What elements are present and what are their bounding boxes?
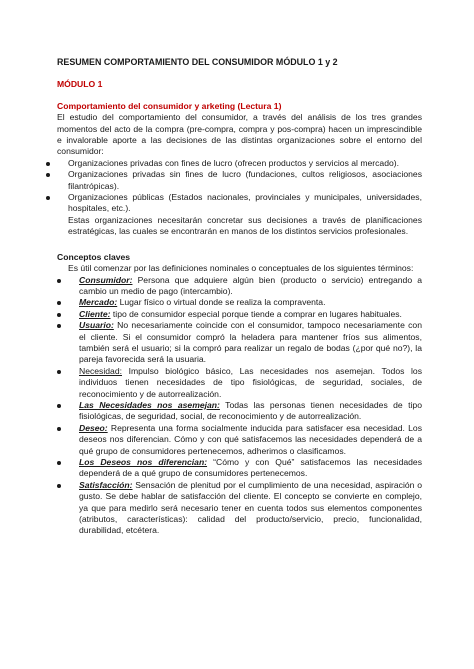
list-item bbox=[68, 320, 422, 366]
document-title: RESUMEN COMPORTAMIENTO DEL CONSUMIDOR MÓDULO 1 y 2 bbox=[57, 57, 338, 67]
bullet-icon bbox=[57, 484, 61, 488]
list-item bbox=[68, 275, 422, 298]
list-item bbox=[68, 297, 422, 308]
bullet-icon bbox=[46, 196, 50, 200]
bullet-icon bbox=[46, 162, 50, 166]
list-item bbox=[68, 480, 422, 537]
concept-term: Deseo: bbox=[79, 422, 108, 433]
concept-term: Consumidor: bbox=[79, 274, 133, 285]
bullet-icon bbox=[57, 313, 61, 317]
bullet-icon bbox=[57, 427, 61, 431]
bullet-icon bbox=[57, 324, 61, 328]
concept-definition: Todas las personas tienen necesidades de tipo fisiológicas, de seguridad, social, de reconocimiento y de autorrealización. bbox=[79, 399, 422, 422]
list-item: Organizaciones públicas (Estados nacionales, provinciales y municipales, universidades, hospitales, etc.). bbox=[57, 192, 422, 215]
concept-term: Usuario: bbox=[79, 320, 114, 331]
concept-definition: Persona que adquiere algún bien (producto o servicio) entregando a cambio un medio de pago (intercambio). bbox=[79, 274, 422, 296]
concepts-list bbox=[68, 275, 422, 537]
concept-term: Mercado: bbox=[79, 297, 118, 308]
bullet-icon bbox=[57, 404, 61, 408]
list-item bbox=[68, 423, 422, 457]
list-item bbox=[68, 457, 422, 480]
module-heading: MÓDULO 1 bbox=[57, 79, 103, 90]
concept-definition: Representa una forma socialmente inducida para satisfacer esa necesidad. Los deseos nos diferencian. Cómo y con qué satisfacemos las necesidades dependerá de a qué grupo de consumidores pertenecemos, adherimos o clasificamos. bbox=[79, 422, 422, 456]
list-item: Organizaciones privadas sin fines de lucro (fundaciones, cultos religiosos, asociaciones filantrópicas). bbox=[57, 169, 422, 192]
concept-definition: No necesariamente coincide con el consumidor, tampoco necesariamente con el cliente. Si el consumidor compró la heladera para mantener fríos sus alimentos, también será el usuario; si la compró para realizar un regalo de bodas (¿por qué no?), la pareja favorecida será la usuaria. bbox=[79, 320, 422, 365]
concept-definition: “Cómo y con Qué” satisfacemos las necesidades dependerá de a qué grupo de consumidores pertenecemos. bbox=[79, 457, 422, 479]
intro-paragraph: El estudio del comportamiento del consumidor, a través del análisis de los tres grandes momentos del acto de la compra (pre-compra, compra y pos-compra) hacen un imprescindible e invalorable aporte a las decisiones de las distintas organizaciones sobre el entorno del consumidor: bbox=[57, 112, 422, 157]
concept-term: Cliente: bbox=[79, 308, 111, 319]
list-item bbox=[68, 366, 422, 400]
concepts-heading: Conceptos claves bbox=[57, 251, 131, 262]
concept-term: Las Necesidades nos asemejan: bbox=[79, 399, 220, 410]
concepts-intro: Es útil comenzar por las definiciones nominales o conceptuales de los siguientes términos: bbox=[68, 263, 414, 274]
organizations-list bbox=[57, 158, 422, 215]
bullet-icon bbox=[57, 370, 61, 374]
list-item bbox=[68, 309, 422, 320]
concept-term: Satisfacción: bbox=[79, 479, 133, 490]
concept-definition: Impulso biológico básico, Las necesidades nos asemejan. Todos los individuos tienen necesidades de tipo fisiológicas, de seguridad, sociales, de reconocimiento y de autorrealización. bbox=[79, 365, 422, 399]
bullet-icon bbox=[57, 301, 61, 305]
concept-definition: tipo de consumidor especial porque tiende a comprar en lugares habituales. bbox=[110, 308, 402, 319]
organizations-closing: Estas organizaciones necesitarán concretar sus decisiones a través de planificaciones estratégicas, las cuales se encontrarán en manos de los distintos servicios profesionales. bbox=[68, 214, 422, 237]
list-item bbox=[68, 400, 422, 423]
bullet-icon bbox=[57, 279, 61, 283]
list-item: Organizaciones privadas con fines de lucro (ofrecen productos y servicios al mercado). bbox=[57, 158, 422, 169]
concept-term: Necesidad: bbox=[79, 365, 122, 376]
lecture-heading: Comportamiento del consumidor y arketing (Lectura 1) bbox=[57, 100, 282, 111]
bullet-icon bbox=[46, 173, 50, 177]
concept-definition: Sensación de plenitud por el cumplimiento de una necesidad, aspiración o gusto. Se debe hablar de satisfacción del cliente. El concepto se convierte en complejo, ya que para medirlo será necesario tener en cuenta todos sus elementos componentes (atributos, características): calidad del producto/servicio, precio, funcionalidad, durabilidad, etcétera. bbox=[79, 479, 422, 536]
concept-term: Los Deseos nos diferencian: bbox=[79, 457, 208, 467]
bullet-icon bbox=[57, 461, 61, 465]
concept-definition: Lugar físico o virtual donde se realiza la compraventa. bbox=[117, 297, 326, 308]
